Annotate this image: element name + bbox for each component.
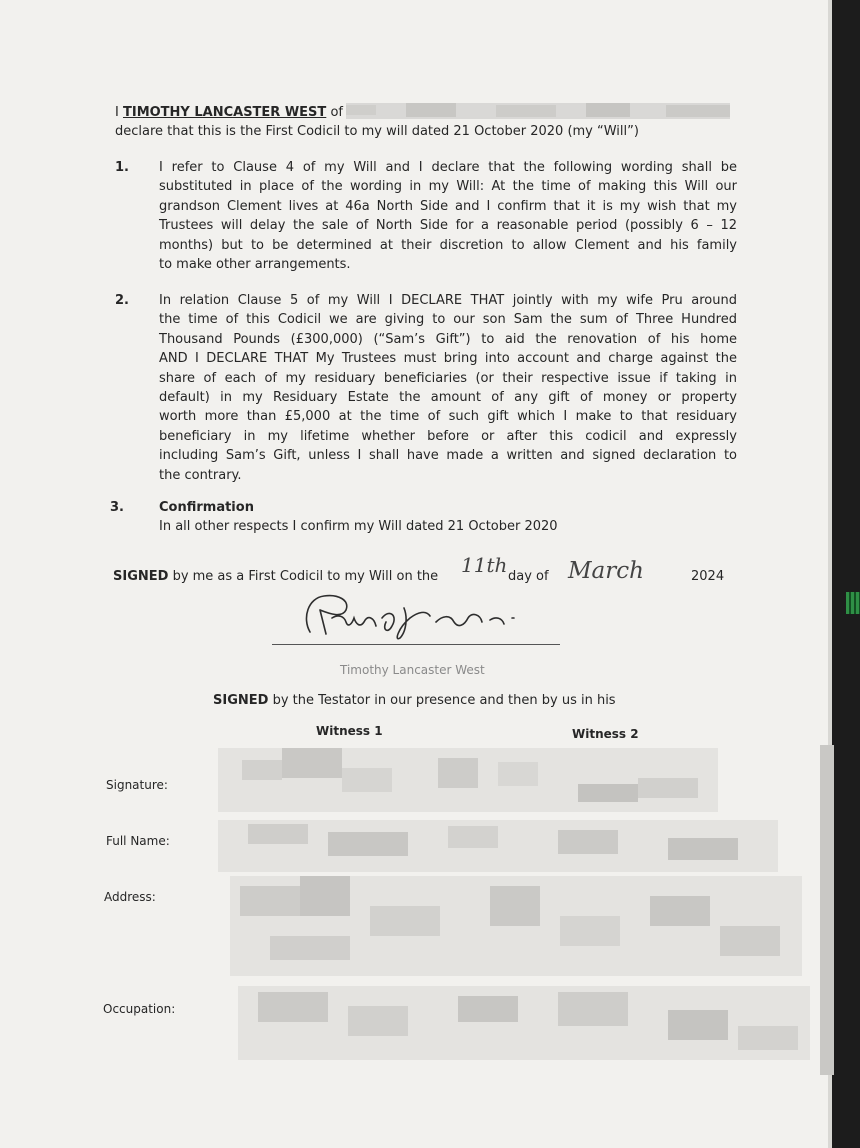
redacted-witness-names bbox=[218, 820, 778, 872]
declaration-line-1 bbox=[115, 103, 343, 122]
declaration-line-2: declare that this is the First Codicil to my will dated 21 October 2020 (my “Will”) bbox=[115, 124, 639, 139]
clause-2-line: the time of this Codicil we are giving to our son Sam the sum of Three Hundred bbox=[159, 312, 737, 328]
clause-1-text bbox=[159, 158, 737, 274]
redacted-witness-occupations bbox=[238, 986, 810, 1060]
testator-signature bbox=[290, 588, 530, 644]
testator-name: TIMOTHY LANCASTER WEST bbox=[122, 105, 327, 120]
day-of-label: day of bbox=[508, 569, 549, 584]
field-label-occupation: Occupation: bbox=[103, 1002, 176, 1016]
clause-2-line: default) in my Residuary Estate the amount of any gift of money or property bbox=[159, 389, 737, 405]
clause-2-line: share of each of my residuary beneficiaries (or their respective issue if taking in bbox=[159, 370, 737, 386]
declaration-of: of bbox=[330, 105, 343, 120]
clause-2-line: Thousand Pounds (£300,000) (“Sam’s Gift”) to aid the renovation of his home bbox=[159, 331, 737, 347]
clause-2-line: worth more than £5,000 at the time of such gift which I make to that residuary bbox=[159, 409, 737, 425]
clause-3-heading: Confirmation bbox=[159, 500, 254, 515]
redacted-witness-signatures bbox=[218, 748, 718, 812]
clause-1-line: Trustees will delay the sale of North Side for a reasonable period (possibly 6 – 12 bbox=[159, 218, 737, 234]
witness-2-heading: Witness 2 bbox=[572, 727, 639, 741]
clause-2-text bbox=[159, 291, 737, 485]
handwritten-day: 11th bbox=[461, 553, 508, 577]
clause-2-line: beneficiary in my lifetime whether before or after this codicil and expressly bbox=[159, 428, 737, 444]
signing-statement bbox=[113, 567, 438, 586]
clause-1-line: months) but to be determined at their discretion to allow Clement and his family bbox=[159, 237, 737, 253]
year-text: 2024 bbox=[691, 569, 725, 584]
witness-signed-label: SIGNED bbox=[213, 693, 269, 708]
clause-1-line: grandson Clement lives at 46a North Side and I confirm that it is my wish that my bbox=[159, 198, 737, 214]
clause-2-line: including Sam’s Gift, unless I shall have made a written and signed declaration to bbox=[159, 448, 737, 464]
signature-line bbox=[272, 644, 560, 645]
signing-text: by me as a First Codicil to my Will on the bbox=[172, 569, 439, 584]
redacted-witness-addresses bbox=[230, 876, 802, 976]
clause-2-line: AND I DECLARE THAT My Trustees must bring into account and charge against the bbox=[159, 351, 737, 367]
clause-2-line: the contrary. bbox=[159, 467, 242, 483]
field-label-signature: Signature: bbox=[106, 778, 168, 792]
redacted-address bbox=[346, 103, 730, 119]
clause-1-line: substituted in place of the wording in my Will: At the time of making this Will our bbox=[159, 179, 737, 195]
witness-1-heading: Witness 1 bbox=[316, 724, 383, 738]
clause-1-line: I refer to Clause 4 of my Will and I declare that the following wording shall be bbox=[159, 160, 737, 175]
handwritten-month: March bbox=[568, 558, 644, 584]
field-label-address: Address: bbox=[104, 890, 156, 904]
signatory-name: Timothy Lancaster West bbox=[340, 663, 485, 677]
clause-1-number: 1. bbox=[115, 160, 129, 175]
witness-text: by the Testator in our presence and then by us in his bbox=[272, 693, 616, 708]
clause-3-number: 3. bbox=[110, 500, 124, 515]
redacted-strip bbox=[820, 745, 834, 1075]
clause-2-line: In relation Clause 5 of my Will I DECLARE THAT jointly with my wife Pru around bbox=[159, 293, 737, 308]
clause-1-line: to make other arrangements. bbox=[159, 256, 351, 272]
binder-tab bbox=[846, 592, 860, 614]
witness-statement bbox=[213, 691, 616, 710]
signed-label: SIGNED bbox=[113, 569, 169, 584]
clause-2-number: 2. bbox=[115, 293, 129, 308]
declaration-prefix: I bbox=[115, 105, 119, 120]
field-label-full-name: Full Name: bbox=[106, 834, 170, 848]
clause-3-text: In all other respects I confirm my Will dated 21 October 2020 bbox=[159, 519, 558, 534]
